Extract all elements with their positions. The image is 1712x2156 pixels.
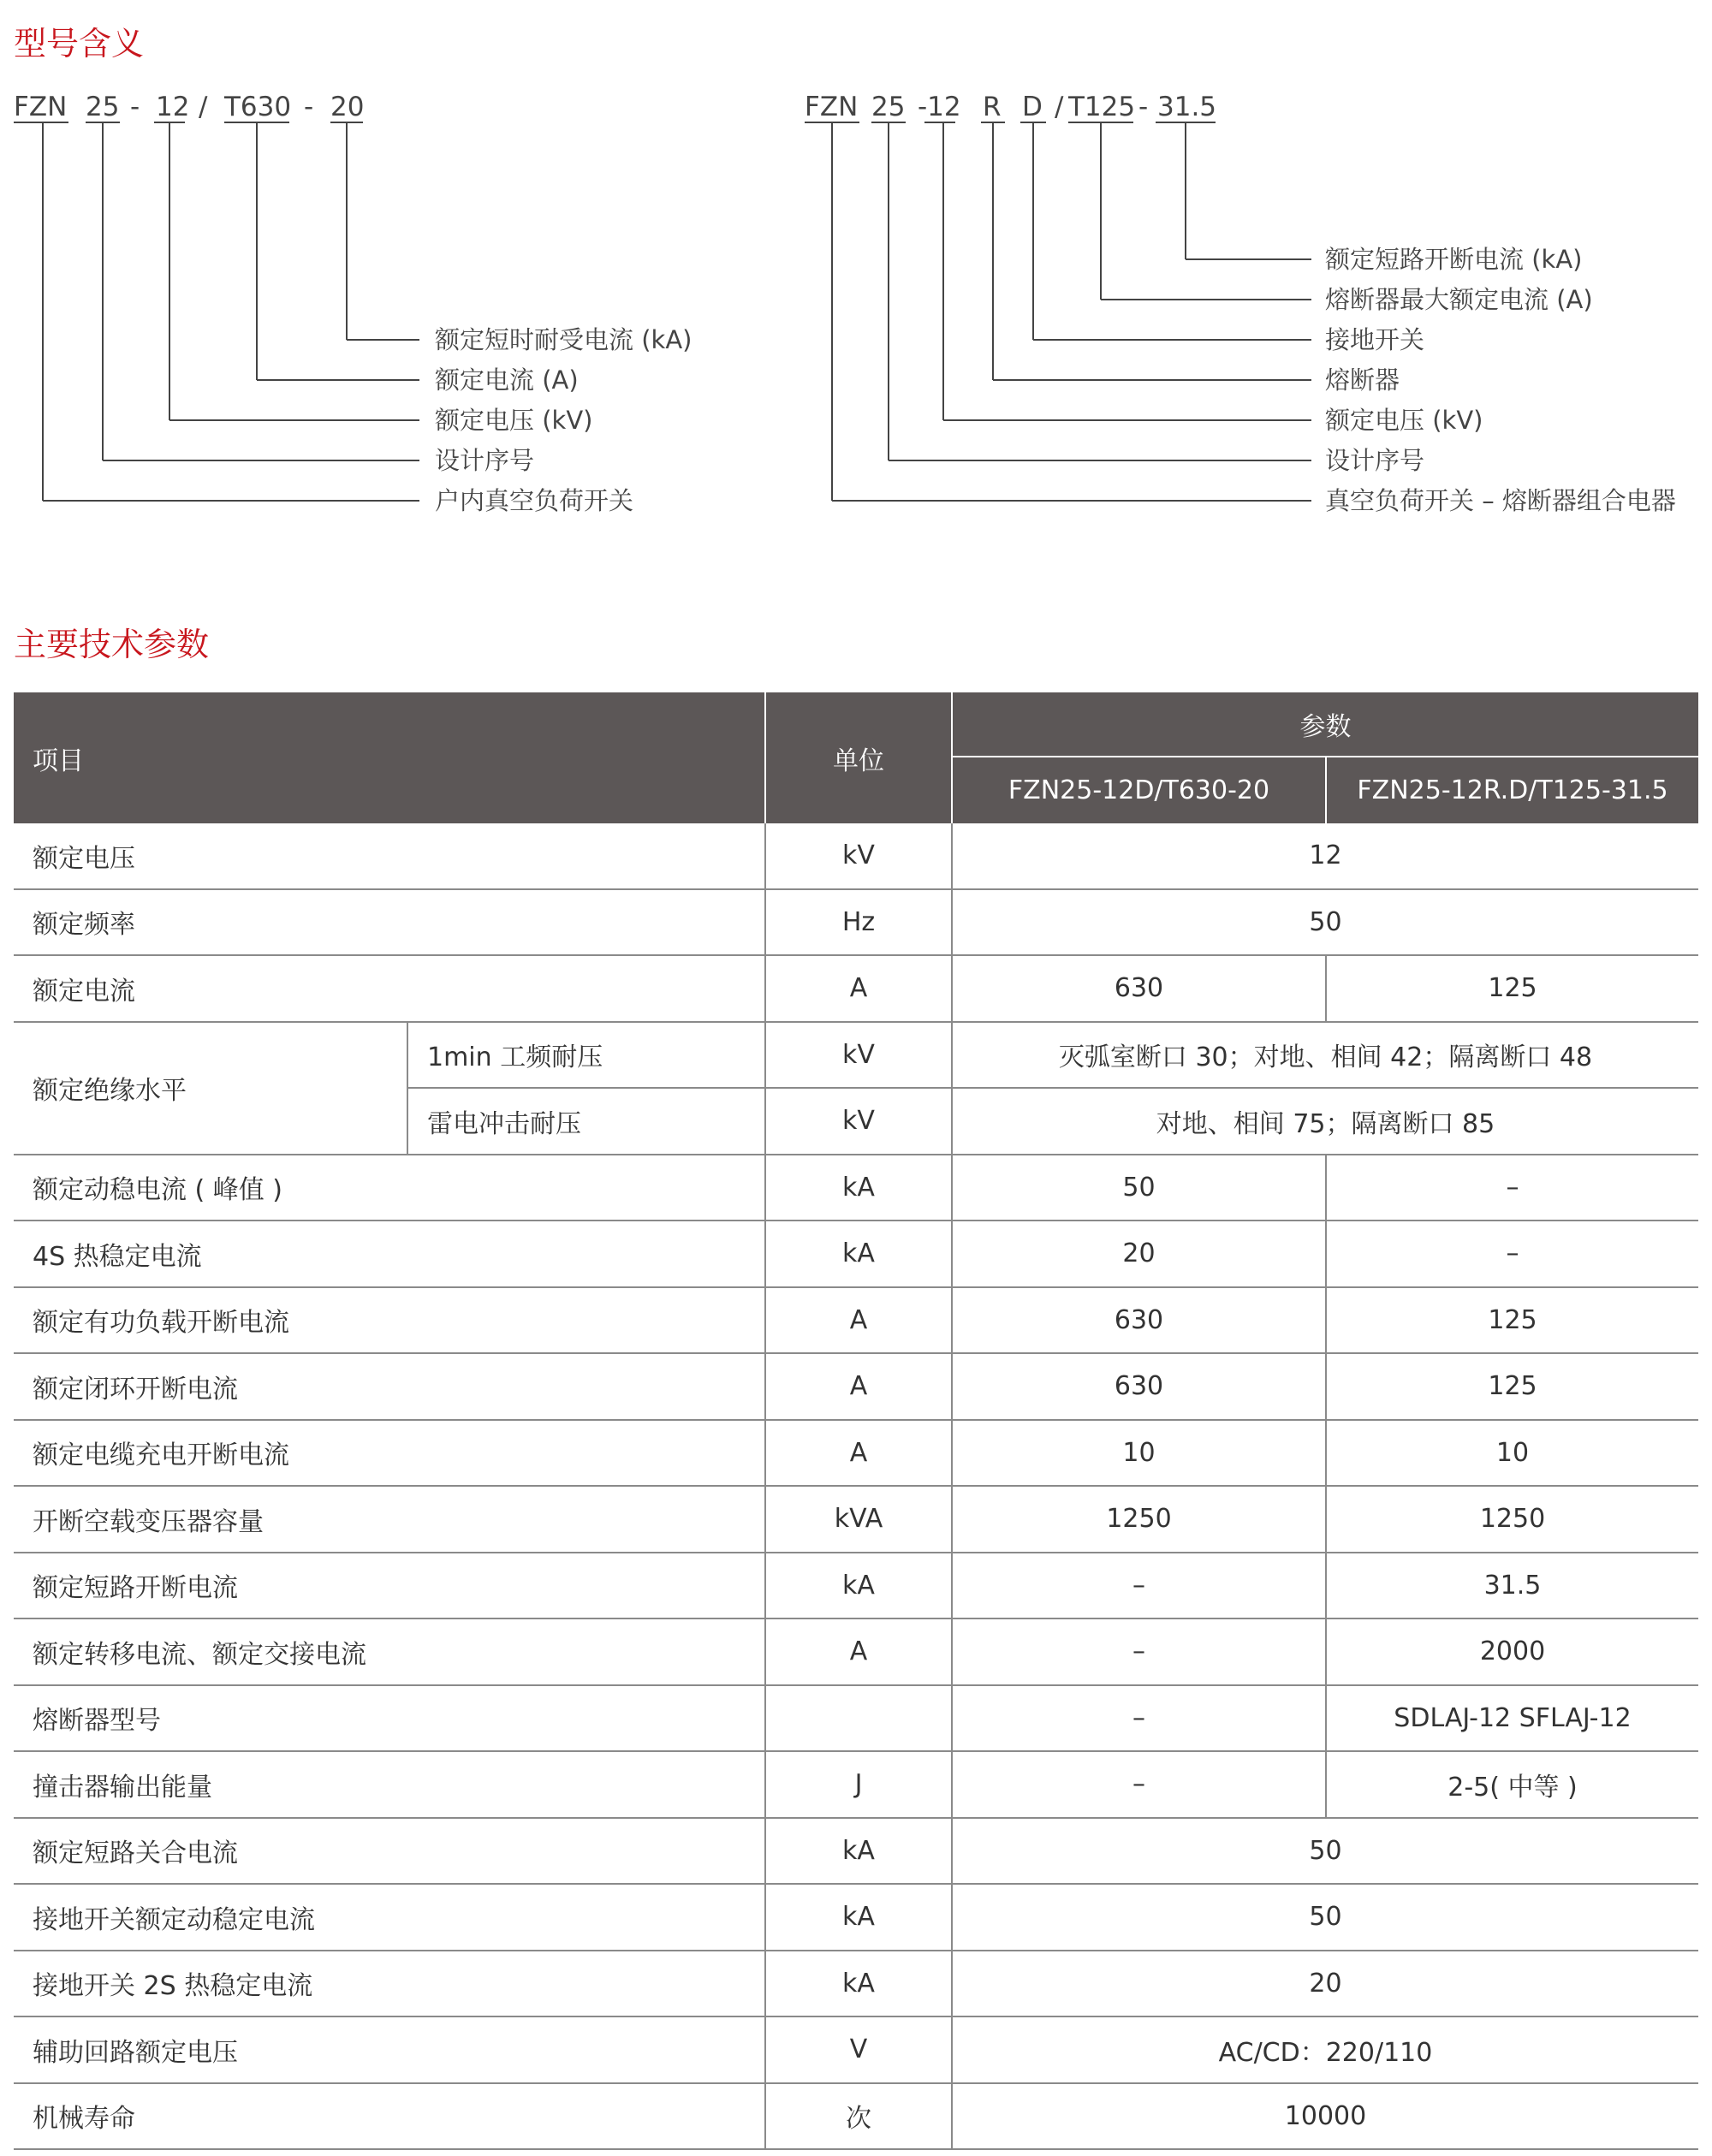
left-code-dash1: - xyxy=(130,92,140,122)
table-row: 4S 热稳定电流 kA 20 – xyxy=(14,1221,1698,1287)
table-row: 额定电流 A 630 125 xyxy=(14,955,1698,1022)
right-desc-rated-voltage: 额定电压 (kV) xyxy=(1325,406,1483,435)
header-item: 项目 xyxy=(14,692,765,823)
right-code-25: 25 xyxy=(871,92,906,122)
table-row: 额定电缆充电开断电流 A 10 10 xyxy=(14,1420,1698,1487)
model-meaning-title: 型号含义 xyxy=(14,25,145,62)
right-code-d: D xyxy=(1022,92,1043,122)
right-code-12: -12 xyxy=(918,92,961,122)
table-row: 开断空载变压器容量 kVA 1250 1250 xyxy=(14,1486,1698,1553)
right-desc-product-name: 真空负荷开关 – 熔断器组合电器 xyxy=(1325,486,1676,515)
right-code-dash: - xyxy=(1138,92,1149,122)
header-model-1: FZN25-12D/T630-20 xyxy=(952,757,1326,823)
left-code-slash: / xyxy=(199,92,208,122)
left-code-20: 20 xyxy=(330,92,365,122)
spec-section-title: 主要技术参数 xyxy=(14,626,210,663)
table-row: 额定频率 Hz 50 xyxy=(14,889,1698,956)
right-desc-short-circuit-breaking: 额定短路开断电流 (kA) xyxy=(1325,245,1583,274)
table-row: 额定转移电流、额定交接电流 A – 2000 xyxy=(14,1618,1698,1685)
table-row: 额定有功负载开断电流 A 630 125 xyxy=(14,1287,1698,1354)
insulation-level-label: 额定绝缘水平 xyxy=(14,1022,407,1155)
header-params: 参数 xyxy=(952,692,1698,757)
left-desc-short-time-current: 额定短时耐受电流 (kA) xyxy=(435,325,693,354)
table-row: 额定动稳电流 ( 峰值 ) kA 50 – xyxy=(14,1155,1698,1221)
table-row: 额定短路开断电流 kA – 31.5 xyxy=(14,1553,1698,1619)
table-row: 熔断器型号 – SDLAJ-12 SFLAJ-12 xyxy=(14,1685,1698,1752)
table-row: 接地开关额定动稳定电流 kA 50 xyxy=(14,1884,1698,1951)
right-desc-design-number: 设计序号 xyxy=(1325,446,1425,475)
right-desc-fuse: 熔断器 xyxy=(1325,365,1400,395)
right-code-fzn: FZN xyxy=(805,92,859,122)
table-row: 撞击器输出能量 J – 2-5( 中等 ) xyxy=(14,1751,1698,1818)
right-code-slash: / xyxy=(1055,92,1064,122)
left-code-12: 12 xyxy=(156,92,190,122)
right-code-31-5: 31.5 xyxy=(1157,92,1217,122)
left-code-t630: T630 xyxy=(224,92,292,122)
spec-table xyxy=(14,692,1698,2150)
left-code-25: 25 xyxy=(86,92,120,122)
table-row: 额定闭环开断电流 A 630 125 xyxy=(14,1353,1698,1420)
right-code-r: R xyxy=(983,92,1002,122)
table-row: 额定电压 kV 12 xyxy=(14,823,1698,889)
table-row: 额定短路关合电流 kA 50 xyxy=(14,1818,1698,1885)
left-desc-rated-voltage: 额定电压 (kV) xyxy=(435,406,593,435)
right-desc-earthing-switch: 接地开关 xyxy=(1325,325,1425,354)
left-code-dash2: - xyxy=(304,92,314,122)
table-row: 机械寿命 次 10000 xyxy=(14,2083,1698,2150)
table-row: 雷电冲击耐压 kV 对地、相间 75；隔离断口 85 xyxy=(14,1088,1698,1155)
left-code-fzn: FZN xyxy=(14,92,68,122)
table-row: 额定绝缘水平 1min 工频耐压 kV 灭弧室断口 30；对地、相间 42；隔离断口 48 xyxy=(14,1022,1698,1089)
right-desc-fuse-max-current: 熔断器最大额定电流 (A) xyxy=(1325,285,1593,314)
right-code-t125: T125 xyxy=(1068,92,1136,122)
header-model-2: FZN25-12R.D/T125-31.5 xyxy=(1326,757,1698,823)
left-desc-rated-current: 额定电流 (A) xyxy=(435,365,579,395)
table-row: 接地开关 2S 热稳定电流 kA 20 xyxy=(14,1951,1698,2017)
model-meaning-diagram xyxy=(0,0,1712,599)
table-row: 辅助回路额定电压 V AC/CD：220/110 xyxy=(14,2016,1698,2083)
left-desc-product-name: 户内真空负荷开关 xyxy=(435,486,634,515)
header-unit: 单位 xyxy=(765,692,952,823)
left-desc-design-number: 设计序号 xyxy=(435,446,535,475)
